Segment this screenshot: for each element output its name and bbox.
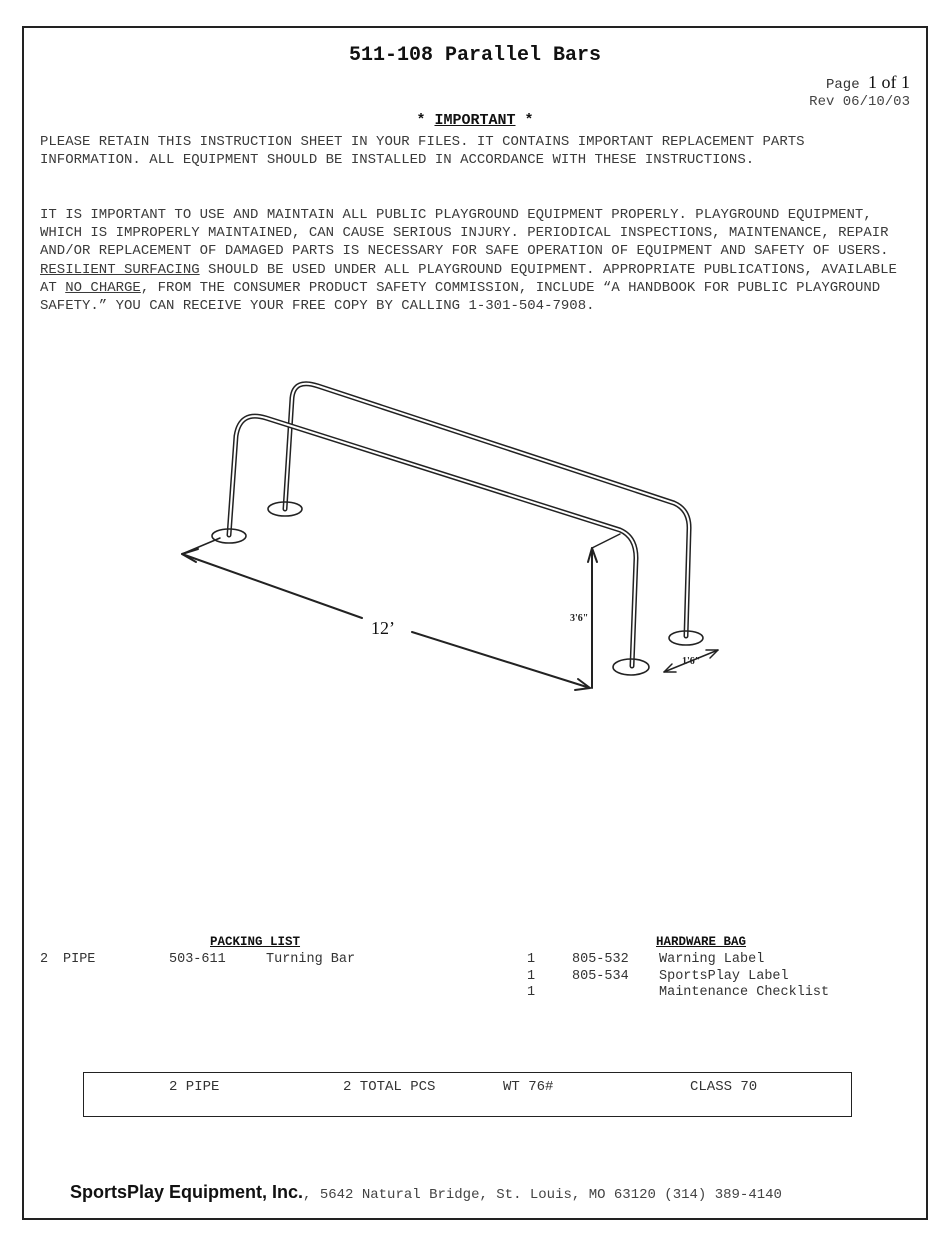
- hardware-item-part: 805-534: [572, 969, 629, 984]
- hardware-item-desc: Maintenance Checklist: [659, 985, 830, 1000]
- important-label: IMPORTANT: [434, 112, 516, 129]
- packing-item-qty: 2: [40, 952, 49, 967]
- packing-item-part: 503-611: [169, 952, 226, 967]
- packing-item-desc: Turning Bar: [266, 952, 356, 967]
- summary-total: 2 TOTAL PCS: [343, 1079, 436, 1095]
- hardware-item-qty: 1: [527, 985, 536, 1000]
- resilient-surfacing-text: RESILIENT SURFACING: [40, 261, 200, 278]
- hardware-item-qty: 1: [527, 952, 536, 967]
- no-charge-text: NO CHARGE: [65, 279, 141, 296]
- star-right: *: [515, 112, 534, 129]
- safety-text-2: SHOULD BE USED UNDER ALL PLAYGROUND EQUIPMENT. APPROPRIATE PUBLICATIONS, AVAILABLE AT: [40, 261, 897, 296]
- length-label: 12’: [371, 618, 395, 638]
- company-address: , 5642 Natural Bridge, St. Louis, MO 63120 (314) 389-4140: [303, 1187, 782, 1203]
- hardware-bag-heading: HARDWARE BAG: [656, 935, 747, 949]
- summary-weight: WT 76#: [503, 1079, 554, 1095]
- hardware-item-qty: 1: [527, 969, 536, 984]
- hardware-item-desc: Warning Label: [659, 952, 765, 967]
- summary-pipe: 2 PIPE: [169, 1079, 220, 1095]
- company-name: SportsPlay Equipment, Inc.: [70, 1182, 304, 1202]
- width-label: 1'6": [682, 656, 701, 667]
- packing-item-type: PIPE: [63, 952, 96, 967]
- revision-date: Rev 06/10/03: [809, 94, 910, 110]
- summary-box: [83, 1072, 852, 1117]
- hardware-item-part: 805-532: [572, 952, 629, 967]
- safety-text-3: , FROM THE CONSUMER PRODUCT SAFETY COMMISSION, INCLUDE “A HANDBOOK FOR PUBLIC PLAYGROUND SAFETY.” YOU CAN RECEIVE YOUR FREE COPY BY CALLING 1-301-504-7908.: [40, 279, 881, 315]
- summary-class: CLASS 70: [690, 1079, 758, 1095]
- page-label: Page: [825, 77, 868, 93]
- page-value: 1 of 1: [868, 72, 910, 92]
- document-title: 511-108 Parallel Bars: [348, 44, 602, 67]
- height-label: 3'6": [570, 613, 589, 624]
- footer: [70, 1182, 782, 1203]
- back-bar: [285, 384, 689, 636]
- packing-list-heading: PACKING LIST: [210, 935, 301, 949]
- safety-text-1: IT IS IMPORTANT TO USE AND MAINTAIN ALL PUBLIC PLAYGROUND EQUIPMENT PROPERLY. PLAYGROUND EQUIPMENT, WHICH IS IMPROPERLY MAINTAINED, CAN CAUSE SERIOUS INJURY. PERIODICAL INSPECTIONS, MAINTENANCE, REPAIR AND/OR REPLACEMENT OF DAMAGED PARTS IS NECESSARY FOR SAFE OPERATION OF EQUIPMENT AND SAFETY OF USERS.: [40, 207, 889, 260]
- retain-paragraph: PLEASE RETAIN THIS INSTRUCTION SHEET IN YOUR FILES. IT CONTAINS IMPORTANT REPLACEMENT PARTS INFORMATION. ALL EQUIPMENT SHOULD BE INSTALLED IN ACCORDANCE WITH THESE INSTRUCTIONS.: [40, 134, 805, 169]
- star-left: *: [416, 112, 435, 129]
- hardware-item-desc: SportsPlay Label: [659, 969, 789, 984]
